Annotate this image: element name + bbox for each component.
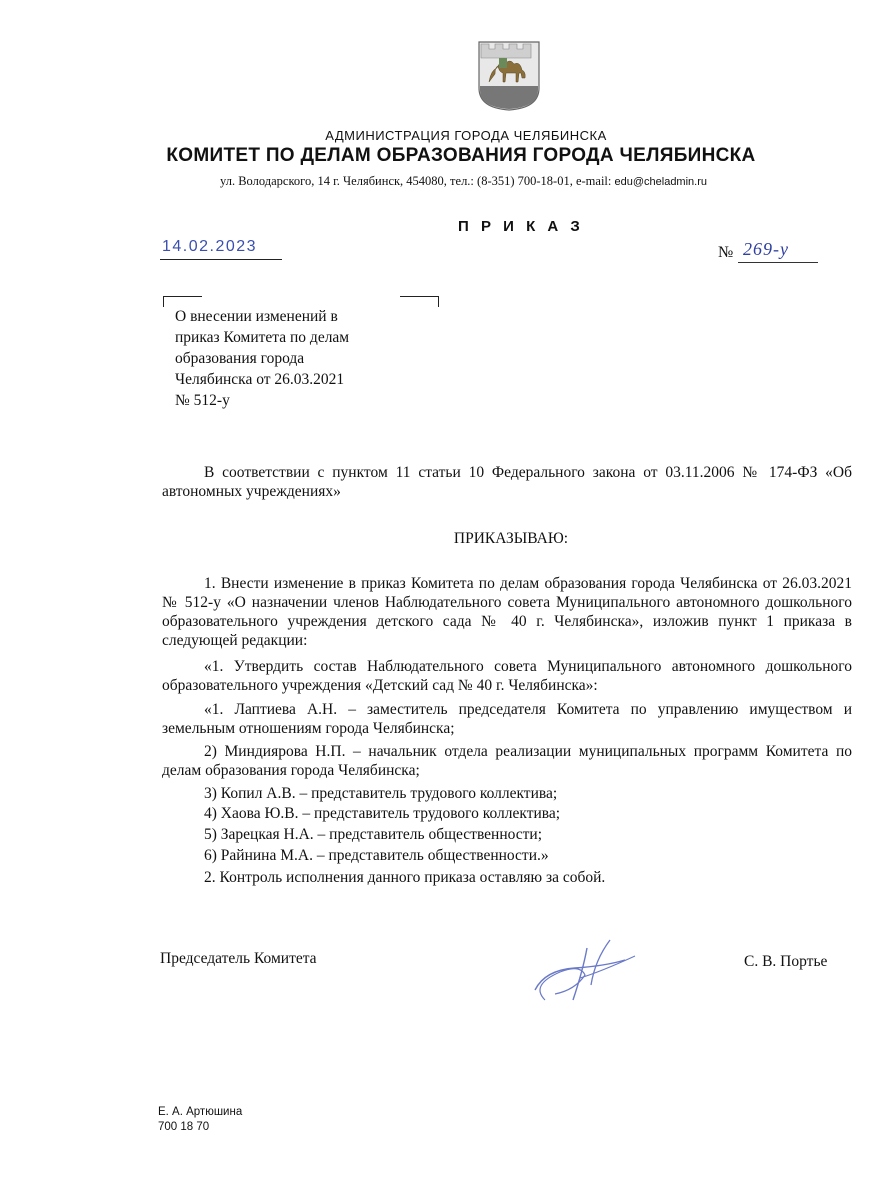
document-date: 14.02.2023 xyxy=(162,238,258,255)
document-subject xyxy=(175,306,405,411)
signatory-role: Председатель Комитета xyxy=(160,950,317,967)
member-3: 3) Копил А.В. – представитель трудового коллектива; xyxy=(204,785,558,802)
signatory-name: С. В. Портье xyxy=(744,953,828,970)
address-text: ул. Володарского, 14 г. Челябинск, 454080, тел.: (8-351) 700-18-01, e-mail: xyxy=(220,174,615,188)
subject-bracket-right xyxy=(400,296,439,307)
preamble: В соответствии с пунктом 11 статьи 10 Федерального закона от 03.11.2006 № 174-ФЗ «Об автономных учреждениях» xyxy=(162,464,852,500)
email-link[interactable]: edu@cheladmin.ru xyxy=(614,176,707,188)
member-4: 4) Хаова Ю.В. – представитель трудового коллектива; xyxy=(204,805,561,822)
handwritten-signature-icon xyxy=(525,930,645,1010)
member-5: 5) Зарецкая Н.А. – представитель общественности; xyxy=(204,826,543,843)
subject-line: образования города xyxy=(175,350,305,367)
number-label: № xyxy=(718,244,734,261)
document-type-title: П Р И К А З xyxy=(458,218,584,235)
paragraph-control: 2. Контроль исполнения данного приказа оставляю за собой. xyxy=(204,869,606,886)
member-6: 6) Райнина М.А. – представитель общественности.» xyxy=(204,847,549,864)
subject-line: О внесении изменений в xyxy=(175,308,338,325)
executor-phone: 700 18 70 xyxy=(158,1121,210,1133)
date-underline xyxy=(160,259,282,260)
orders-heading: ПРИКАЗЫВАЮ: xyxy=(453,530,569,547)
administration-name: АДМИНИСТРАЦИЯ ГОРОДА ЧЕЛЯБИНСКА xyxy=(325,128,607,143)
member-1: «1. Лаптиева А.Н. – заместитель председателя Комитета по управлению имуществом и земельным отношениям города Челябинска; xyxy=(162,701,852,737)
paragraph-2: «1. Утвердить состав Наблюдательного совета Муниципального автономного дошкольного образовательного учреждения «Детский сад № 40 г. Челябинска»: xyxy=(162,658,852,694)
paragraph-1: 1. Внести изменение в приказ Комитета по делам образования города Челябинска от 26.03.2021 № 512-у «О назначении членов Наблюдательного совета Муниципального автономного дошкольного образовательного учреждения детского сада № 40 г. Челябинска», изложив пункт 1 приказа в следующей редакции: xyxy=(162,575,852,649)
executor-name: Е. А. Артюшина xyxy=(158,1106,243,1118)
subject-line: № 512-у xyxy=(175,392,230,409)
document-number: 269-у xyxy=(743,239,789,259)
subject-line: Челябинска от 26.03.2021 xyxy=(175,371,345,388)
committee-address xyxy=(0,174,872,189)
city-emblem-icon xyxy=(475,38,543,112)
executor-info xyxy=(158,1105,242,1135)
member-2: 2) Миндиярова Н.П. – начальник отдела реализации муниципальных программ Комитета по делам образования города Челябинска; xyxy=(162,743,852,779)
subject-line: приказ Комитета по делам xyxy=(175,329,350,346)
number-underline xyxy=(738,262,818,263)
committee-name: КОМИТЕТ ПО ДЕЛАМ ОБРАЗОВАНИЯ ГОРОДА ЧЕЛЯБИНСКА xyxy=(166,145,756,166)
